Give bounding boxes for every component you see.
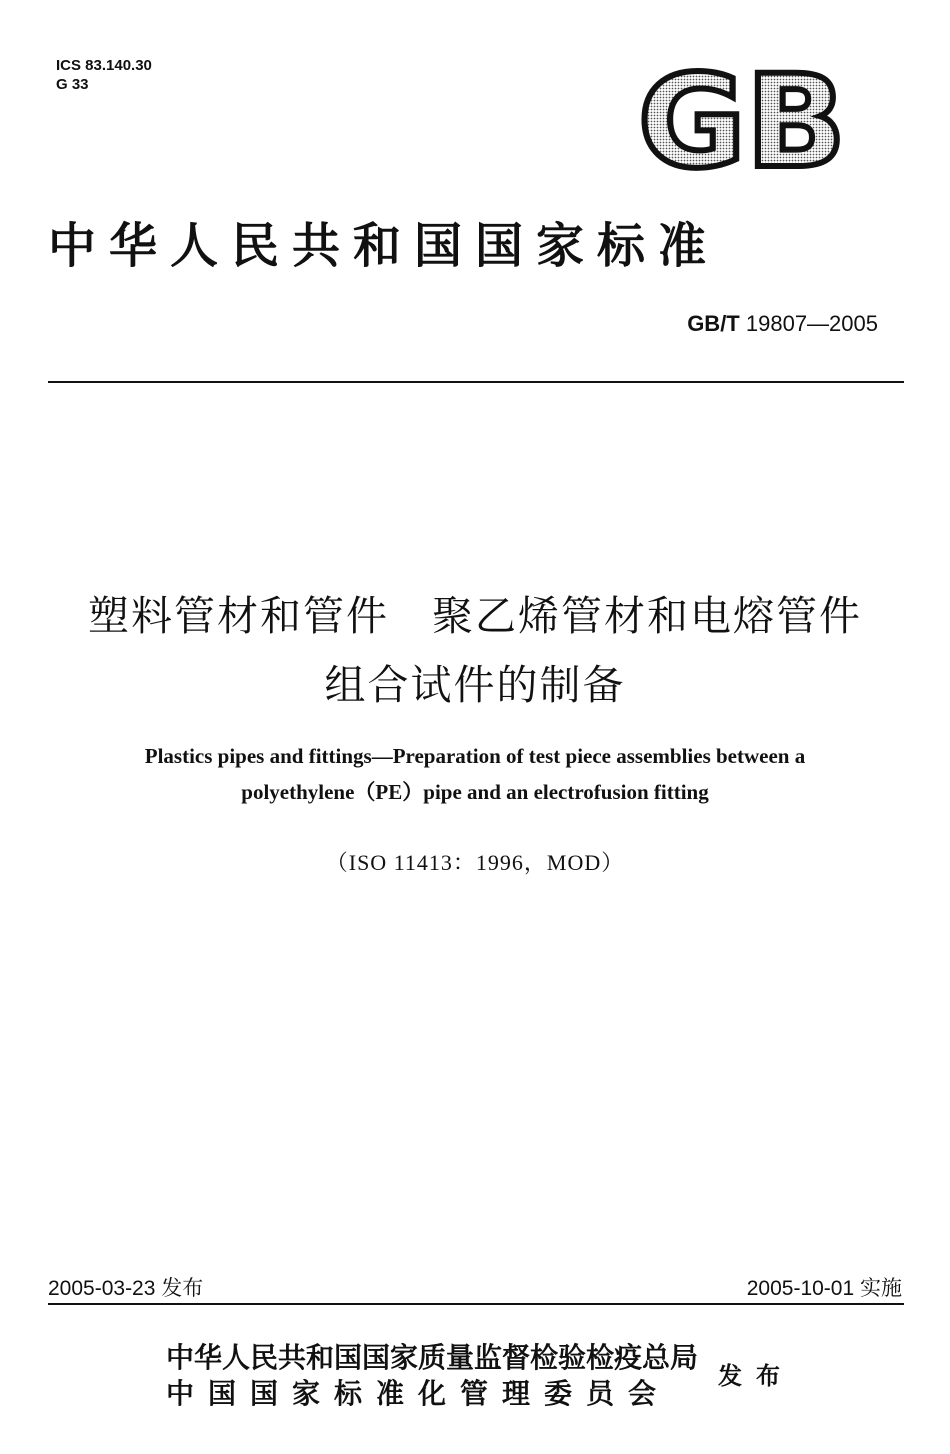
gb-logo-text: GB [638, 66, 846, 176]
iso-reference: （ISO 11413：1996，MOD） [325, 850, 625, 875]
classification-block [56, 56, 152, 94]
issue-date: 2005-03-23 发布 [48, 1277, 204, 1300]
issuer-org1: 中华人民共和国国家质量监督检验检疫总局 [166, 1341, 699, 1374]
standard-code: 19807—2005 [745, 311, 878, 336]
header-divider [48, 381, 904, 383]
title-en-line1: Plastics pipes and fittings—Preparation of test piece assemblies between a [144, 744, 806, 768]
gb-logo-icon [638, 66, 848, 176]
title-zh-line2: 组合试件的制备 [324, 661, 626, 709]
implementation-date: 2005-10-01 实施 [746, 1277, 902, 1300]
title-zh-line1: 塑料管材和管件 聚乙烯管材和电熔管件 [88, 592, 862, 640]
standard-prefix: GB/T [687, 311, 740, 336]
ics-code: ICS 83.140.30 [56, 57, 152, 74]
footer-divider [48, 1303, 904, 1305]
title-en [0, 738, 950, 810]
national-standard-heading: 中华人民共和国国家标准 [48, 218, 720, 274]
ccs-code: G 33 [56, 76, 89, 93]
title-en-line2: polyethylene（PE）pipe and an electrofusion fitting [241, 780, 709, 804]
issuer-org2: 中国国家标准化管理委员会 [166, 1377, 671, 1410]
publish-label: 发布 [718, 1361, 794, 1390]
standard-number [687, 311, 878, 337]
